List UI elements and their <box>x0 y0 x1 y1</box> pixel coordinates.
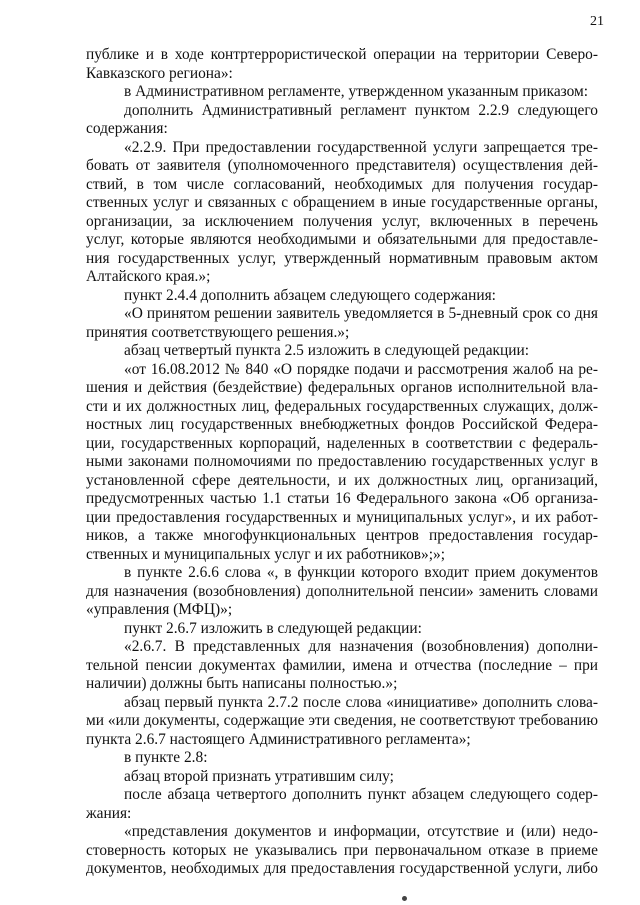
text-line: ностных лиц государственных внебюджетных фондов Российской Федера- <box>86 416 598 433</box>
text-line: ников, а также многофункциональных центров предоставления государ- <box>86 527 598 544</box>
text-line: ции, государственных корпораций, наделенных в соответствии с федераль- <box>86 434 598 452</box>
text-line: ствий, в том числе согласований, необходимых для получения государ- <box>86 175 598 193</box>
scan-speck <box>402 896 407 901</box>
text-line: установленной сфере деятельности, и их должностных лиц, организаций, <box>86 471 598 489</box>
text-line: «2.6.7. В представленных для назначения (возобновления) дополни- <box>124 638 598 655</box>
text-line: ственных и муниципальных услуг и их работников»;»; <box>86 545 445 563</box>
text-line: пункт 2.6.7 изложить в следующей редакции: <box>124 619 422 637</box>
text-line: жания: <box>86 804 132 822</box>
text-line: стоверность которых не указывались при первоначальном отказе в приеме <box>86 841 598 859</box>
text-line: Кавказского региона»: <box>86 64 233 82</box>
text-line: ственных услуг и связанных с обращением в иные государственные органы, <box>86 194 598 211</box>
text-line: пункта 2.6.7 настоящего Административного регламента»; <box>86 730 471 748</box>
text-line: тельной пенсии документах фамилии, имена и отчества (последние – при <box>86 656 598 674</box>
text-line: публике и в ходе контртеррористической операции на территории Северо- <box>86 46 598 63</box>
text-line: принятия соответствующего решения.»; <box>86 323 350 341</box>
text-line: шения и действия (бездействие) федеральных органов исполнительной вла- <box>86 379 598 396</box>
text-line: «О принятом решении заявитель уведомляется в 5-дневный срок со дня <box>124 305 598 322</box>
text-line: в Административном регламенте, утвержденном указанным приказом: <box>124 83 589 100</box>
text-line: пункт 2.4.4 дополнить абзацем следующего содержания: <box>124 286 496 304</box>
text-line: после абзаца четвертого дополнить пункт абзацем следующего содер- <box>124 786 598 803</box>
text-line: организации, за исключением получения услуг, включенных в перечень <box>86 212 598 230</box>
text-line: ми «или документы, содержащие эти сведения, не соответствуют требованию <box>86 712 598 729</box>
text-line: ния государственных услуг, утвержденный нормативным правовым актом <box>86 249 598 267</box>
text-line: ции предоставления государственных и муниципальных услуг», и их работ- <box>86 508 598 526</box>
text-line: «от 16.08.2012 № 840 «О порядке подачи и рассмотрения жалоб на ре- <box>124 360 598 378</box>
text-line: абзац первый пункта 2.7.2 после слова «инициативе» дополнить слова- <box>124 693 598 711</box>
text-line: в пункте 2.8: <box>124 749 208 766</box>
text-line: Алтайского края.»; <box>86 268 211 285</box>
text-line: бовать от заявителя (уполномоченного представителя) осуществления дей- <box>86 157 598 174</box>
text-line: наличии) должны быть написаны полностью.»; <box>86 675 398 692</box>
text-line: дополнить Административный регламент пунктом 2.2.9 следующего <box>124 101 598 119</box>
text-line: документов, необходимых для предоставления государственной услуги, либо <box>86 860 598 877</box>
text-line: для назначения (возобновления) дополнительной пенсии» заменить словами <box>86 582 598 600</box>
page-number: 21 <box>590 14 604 29</box>
document-body <box>86 46 598 879</box>
text-line: «2.2.9. При предоставлении государственной услуги запрещается тре- <box>124 138 598 156</box>
text-line: предусмотренных частью 1.1 статьи 16 Федерального закона «Об организа- <box>86 490 598 507</box>
text-line: ными законами полномочиями по предоставлению государственных услуг в <box>86 453 598 470</box>
text-line: содержания: <box>86 120 168 137</box>
text-line: сти и их должностных лиц, федеральных государственных служащих, долж- <box>86 397 598 415</box>
text-line: абзац второй признать утратившим силу; <box>124 767 394 785</box>
text-line: «представления документов и информации, отсутствие и (или) недо- <box>124 823 598 840</box>
text-line: «управления (МФЦ)»; <box>86 601 233 618</box>
text-line: в пункте 2.6.6 слова «, в функции которого входит прием документов <box>124 564 598 581</box>
text-line: услуг, которые являются необходимыми и обязательными для предоставле- <box>86 231 598 248</box>
text-line: абзац четвертый пункта 2.5 изложить в следующей редакции: <box>124 342 529 359</box>
